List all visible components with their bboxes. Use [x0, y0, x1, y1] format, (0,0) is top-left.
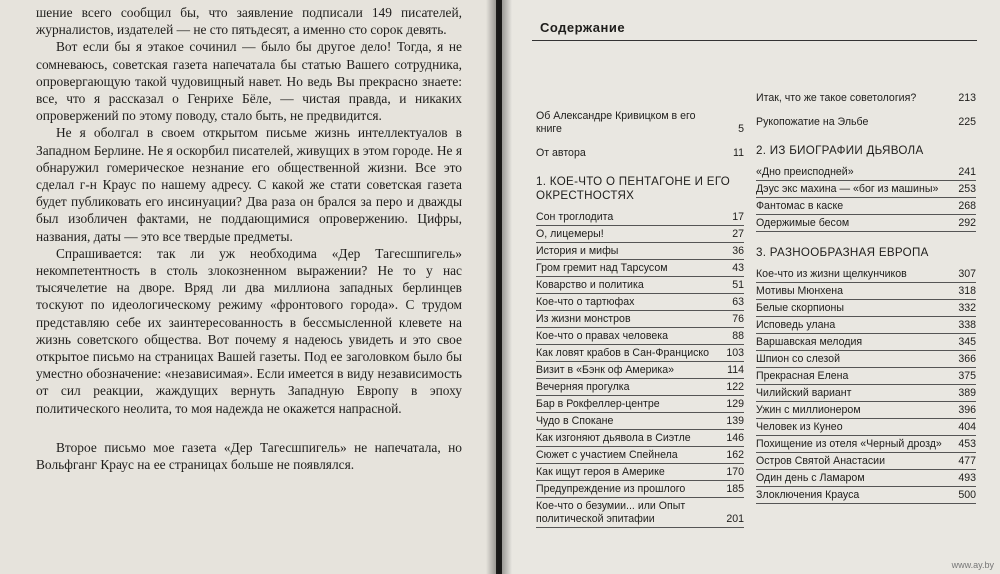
toc-entry	[536, 481, 744, 498]
toc-entry-title: Визит в «Бэнк оф Америка»	[536, 364, 675, 376]
toc-entry	[536, 396, 744, 413]
paragraph: Спрашивается: так ли уж необходима «Дер Тагесшпигель» некомпетентность в столь злокозненном выражении? Не то у нас тысячелетие на дворе. Вряд ли два миллиона западных берлинцев тоскуют по идеологическому режиму «фронтового города». С трудом представляю себе их заинтересованность в бессмысленной клевете на жизнь советского общества. Вот почему я надеюсь увидеть и это свое открытое письмо на страницах Вашей газеты. Под ее заголовком было бы уместно обозначение: «независимая». Если имеется в виду независимость от сил реакции, жаждущих вернуть Западную Европу в эпоху политического неолита, то моя надежда не окажется напрасной.	[36, 245, 462, 416]
toc-entry-page: 5	[738, 123, 744, 135]
toc-entry	[536, 345, 744, 362]
toc-entry-title: Кое-что о правах человека	[536, 330, 668, 342]
toc-entry-title: Как ищут героя в Америке	[536, 466, 665, 478]
toc-entry-page: 185	[726, 483, 744, 495]
toc-entry-page: 477	[958, 455, 976, 467]
toc-entry-title: Шпион со слезой	[756, 353, 840, 365]
toc-entry	[536, 413, 744, 430]
toc-entry-title: Злоключения Крауса	[756, 489, 860, 501]
toc-entry-page: 253	[958, 183, 976, 195]
toc-entry	[756, 470, 976, 487]
toc-entry	[536, 447, 744, 464]
toc-entry	[536, 277, 744, 294]
toc-entry	[536, 226, 744, 243]
toc-entry-page: 307	[958, 268, 976, 280]
toc-entry-title: Дэус экс махина — «бог из машины»	[756, 183, 939, 195]
toc-entry-page: 139	[726, 415, 744, 427]
toc-entry-title: Фантомас в каске	[756, 200, 844, 212]
toc-entry-page: 27	[732, 228, 744, 240]
toc-entry	[756, 385, 976, 402]
toc-entry-page: 345	[958, 336, 976, 348]
toc-continued-entries	[756, 90, 976, 130]
toc-entry	[756, 368, 976, 385]
toc-entry-title: История и мифы	[536, 245, 619, 257]
toc-entry-page: 500	[958, 489, 976, 501]
toc-entry	[536, 294, 744, 311]
toc-entry	[536, 430, 744, 447]
toc-entry-page: 292	[958, 217, 976, 229]
toc-entry	[756, 402, 976, 419]
toc-intro-entries	[536, 108, 744, 161]
toc-entry	[756, 419, 976, 436]
toc-section1-entries	[536, 209, 744, 528]
toc-entry-page: 453	[958, 438, 976, 450]
toc-entry	[536, 464, 744, 481]
toc-entry-page: 338	[958, 319, 976, 331]
toc-entry-title: Прекрасная Елена	[756, 370, 849, 382]
paragraph: Второе письмо мое газета «Дер Тагесшпигель» не напечатала, но Вольфганг Краус на ее страницах больше не появлялся.	[36, 439, 462, 473]
toc-entry-title: Одержимые бесом	[756, 217, 850, 229]
toc-entry-page: 366	[958, 353, 976, 365]
toc-entry-title: Белые скорпионы	[756, 302, 844, 314]
toc-entry	[756, 436, 976, 453]
toc-entry	[536, 498, 744, 528]
toc-entry-page: 11	[733, 147, 744, 159]
toc-entry	[756, 114, 976, 130]
toc-entry-page: 122	[726, 381, 744, 393]
toc-entry	[756, 198, 976, 215]
toc-entry-page: 375	[958, 370, 976, 382]
toc-left-column	[536, 108, 744, 528]
toc-entry-title: Бар в Рокфеллер-центре	[536, 398, 660, 410]
toc-entry-page: 318	[958, 285, 976, 297]
paragraph: Вот если бы я этакое сочинил — было бы другое дело! Тогда, я не сомневаюсь, советская газета напечатала бы статью Вашего сотрудника, опровергающую такой чудовищный навет. Но ведь Вы прекрасно знаете: все, что я рассказал о Генрихе Бёле, — чистая правда, и никаких опровержений по этому поводу, стало быть, не предвидится.	[36, 39, 462, 124]
toc-entry	[536, 243, 744, 260]
toc-entry-title: Исповедь улана	[756, 319, 836, 331]
toc-entry	[756, 317, 976, 334]
toc-entry-page: 114	[727, 364, 744, 376]
toc-entry-title: Ужин с миллионером	[756, 404, 861, 416]
toc-entry-title: Итак, что же такое советология?	[756, 92, 917, 104]
toc-entry-page: 332	[958, 302, 976, 314]
toc-entry-title: Сюжет с участием Спейнела	[536, 449, 678, 461]
toc-entry	[756, 164, 976, 181]
toc-entry-page: 43	[732, 262, 744, 274]
toc-entry-title: Коварство и политика	[536, 279, 644, 291]
toc-entry-page: 63	[732, 296, 744, 308]
toc-entry-title: Варшавская мелодия	[756, 336, 863, 348]
toc-entry	[756, 90, 976, 106]
toc-entry-page: 36	[732, 245, 744, 257]
toc-entry	[536, 260, 744, 277]
toc-entry-page: 241	[958, 166, 976, 178]
toc-right-column	[756, 90, 976, 504]
toc-entry	[536, 108, 744, 137]
toc-section2-entries	[756, 164, 976, 232]
toc-entry	[756, 283, 976, 300]
toc-entry-page: 129	[726, 398, 744, 410]
toc-entry-title: Остров Святой Анастасии	[756, 455, 885, 467]
toc-entry-title: Кое-что о безумии... или Опыт политической эпитафии	[536, 500, 686, 525]
toc-entry-page: 17	[732, 211, 744, 223]
toc-entry-page: 103	[726, 347, 744, 359]
toc-entry-title: Мотивы Мюнхена	[756, 285, 843, 297]
toc-entry-page: 162	[726, 449, 744, 461]
toc-entry-page: 493	[958, 472, 976, 484]
toc-section3-entries	[756, 266, 976, 504]
toc-entry-title: Кое-что о тартюфах	[536, 296, 635, 308]
toc-entry-title: От автора	[536, 147, 586, 159]
toc-entry	[756, 453, 976, 470]
toc-entry-title: Вечерняя прогулка	[536, 381, 630, 393]
toc-entry-title: Предупреждение из прошлого	[536, 483, 686, 495]
title-divider	[532, 40, 977, 41]
toc-entry-title: Рукопожатие на Эльбе	[756, 116, 869, 128]
toc-entry-title: Как ловят крабов в Сан-Франциско	[536, 347, 710, 359]
toc-entry	[536, 145, 744, 161]
toc-entry-page: 88	[732, 330, 744, 342]
toc-entry	[536, 311, 744, 328]
toc-entry	[756, 181, 976, 198]
toc-entry-title: Похищение из отеля «Черный дрозд»	[756, 438, 942, 450]
toc-entry-title: Сон троглодита	[536, 211, 614, 223]
section-heading-2: 2. ИЗ БИОГРАФИИ ДЬЯВОЛА	[756, 144, 924, 157]
toc-entry-page: 404	[958, 421, 976, 433]
toc-entry-page: 268	[958, 200, 976, 212]
toc-entry-page: 170	[726, 466, 744, 478]
toc-entry-title: Чилийский вариант	[756, 387, 852, 399]
toc-entry	[756, 266, 976, 283]
paragraph: Не я оболгал в своем открытом письме жизнь интеллектуалов в Западном Берлине. Не я оскорбил писателей, живущих в этом городе. Не я обнаружил гомерическое незнание его общественной жизни. Все это сделал г-н Краус по нашему адресу. С какой же стати советская газета будет публиковать его инсинуации? Два раза он брался за перо и дважды был изобличен фактами, не поддающимися опровержению. Цифры, названия, даты — это все твердые предметы.	[36, 125, 462, 244]
toc-entry-title: Один день с Ламаром	[756, 472, 865, 484]
toc-entry-title: Кое-что из жизни щелкунчиков	[756, 268, 907, 280]
toc-entry	[536, 379, 744, 396]
toc-entry	[756, 334, 976, 351]
toc-entry-page: 76	[732, 313, 744, 325]
toc-entry-page: 213	[958, 92, 976, 104]
toc-entry	[756, 300, 976, 317]
section-heading-1: 1. КОЕ-ЧТО О ПЕНТАГОНЕ И ЕГО ОКРЕСТНОСТЯХ	[536, 175, 731, 202]
toc-entry-title: Гром гремит над Тарсусом	[536, 262, 668, 274]
toc-title: Содержание	[540, 20, 626, 35]
toc-entry-page: 225	[958, 116, 976, 128]
letter-text	[36, 4, 462, 473]
toc-entry-title: О, лицемеры!	[536, 228, 604, 240]
watermark: www.ay.by	[951, 560, 994, 570]
toc-entry-page: 146	[726, 432, 744, 444]
toc-entry	[756, 351, 976, 368]
left-page	[0, 0, 496, 574]
toc-entry	[756, 215, 976, 232]
toc-entry-page: 396	[958, 404, 976, 416]
toc-entry-title: Об Александре Кривицком в его книге	[536, 110, 696, 135]
toc-entry-title: «Дно преисподней»	[756, 166, 854, 178]
toc-entry	[536, 362, 744, 379]
toc-entry	[756, 487, 976, 504]
right-page-contents	[502, 0, 1000, 574]
toc-entry-page: 201	[726, 513, 744, 525]
toc-entry	[536, 328, 744, 345]
book-spine-gutter	[486, 0, 512, 574]
toc-entry-title: Чудо в Спокане	[536, 415, 614, 427]
toc-entry-title: Человек из Кунео	[756, 421, 843, 433]
section-heading-3: 3. РАЗНООБРАЗНАЯ ЕВРОПА	[756, 246, 929, 259]
toc-entry-page: 51	[732, 279, 744, 291]
toc-entry-title: Как изгоняют дьявола в Сиэтле	[536, 432, 691, 444]
paragraph: шение всего сообщил бы, что заявление подписали 149 писателей, журналистов, издателей — не сто пятьдесят, а именно сто сорок девять.	[36, 5, 462, 38]
toc-entry	[536, 209, 744, 226]
toc-entry-title: Из жизни монстров	[536, 313, 631, 325]
toc-entry-page: 389	[958, 387, 976, 399]
